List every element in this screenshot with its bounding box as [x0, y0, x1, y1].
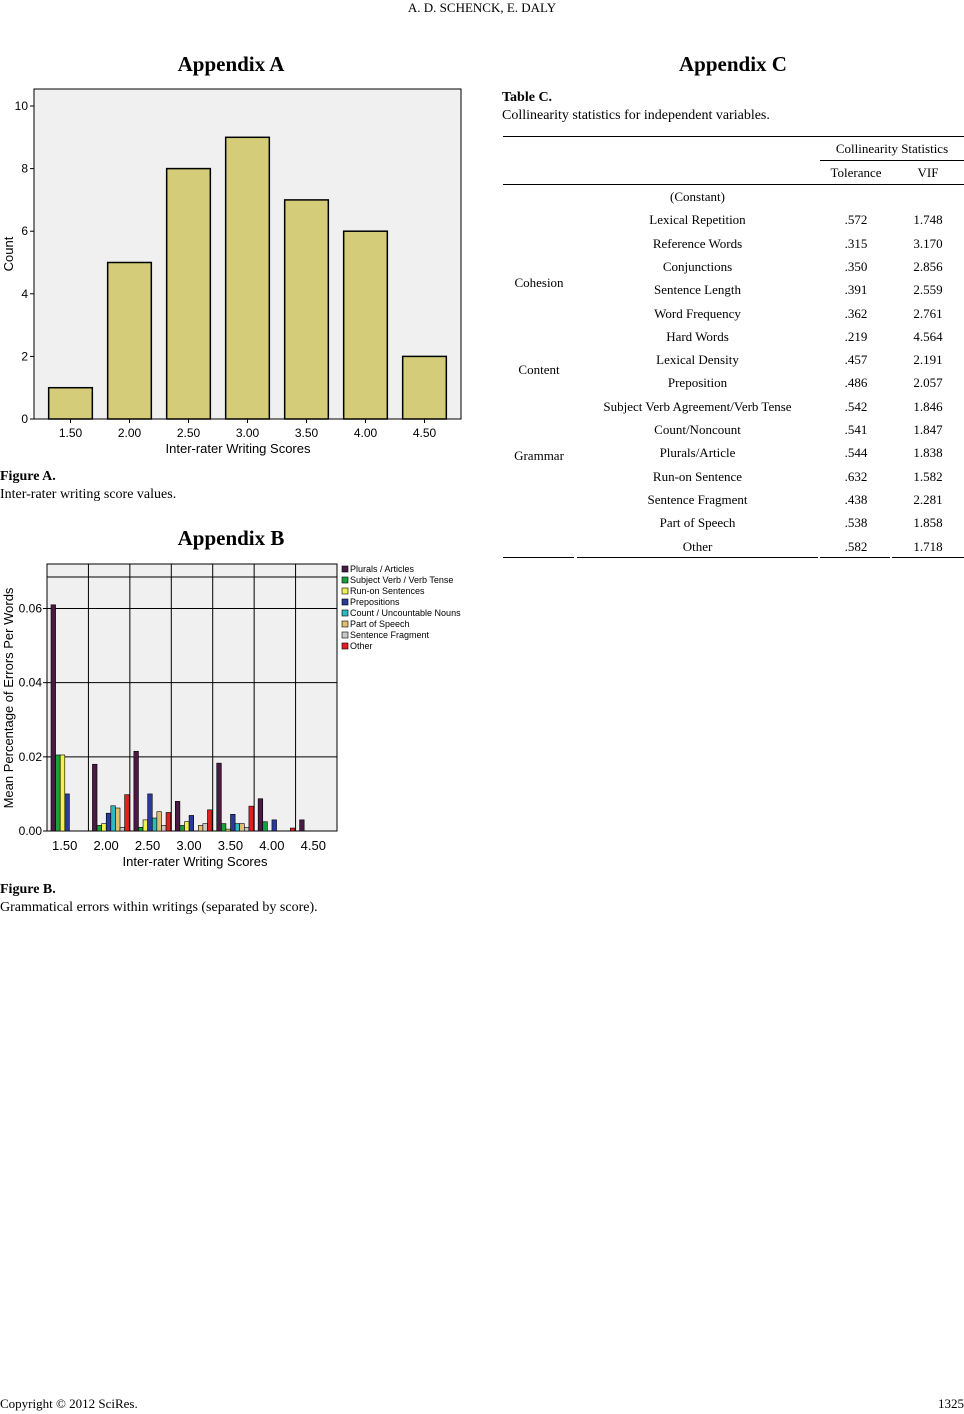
bar — [102, 824, 107, 831]
x-tick-label: 4.00 — [259, 838, 285, 853]
x-tick-label: 1.50 — [52, 838, 78, 853]
bar — [300, 820, 305, 831]
variable-cell: Sentence Fragment — [647, 491, 748, 507]
collinearity-table — [0, 0, 964, 600]
table-top-rule — [503, 136, 964, 137]
figure-a-caption: Inter-rater writing score values. — [0, 487, 177, 502]
vif-cell: 1.838 — [913, 445, 943, 461]
variable-cell: Word Frequency — [654, 305, 741, 321]
variable-cell: Subject Verb Agreement/Verb Tense — [603, 398, 792, 414]
vif-cell: 1.847 — [913, 422, 943, 437]
bar — [111, 806, 116, 831]
bar — [184, 822, 189, 831]
legend-entry: Run-on Sentences — [350, 586, 425, 596]
appendix-c-title: Appendix C — [679, 52, 787, 76]
bar — [203, 824, 208, 831]
bar — [272, 820, 277, 831]
x-tick-label: 2.50 — [176, 426, 201, 440]
bar — [175, 801, 180, 831]
group-cell-content: Content — [518, 362, 560, 377]
header-vif: VIF — [917, 165, 939, 180]
tolerance-cell: .486 — [844, 375, 868, 391]
legend-swatch — [342, 610, 348, 616]
x-tick-label: 3.00 — [176, 838, 202, 853]
table-bottom-rule — [892, 557, 964, 558]
header-bottom-rule — [503, 184, 964, 185]
variable-cell: Lexical Density — [656, 352, 739, 368]
y-axis-label: Mean Percentage of Errors Per Words — [1, 587, 16, 809]
appendix-b-title: Appendix B — [177, 526, 285, 550]
x-tick-label: 3.00 — [235, 426, 260, 440]
vif-cell: 1.718 — [913, 538, 943, 554]
tolerance-cell: .572 — [844, 212, 868, 228]
page-number: 1325 — [938, 1396, 964, 1411]
bar — [143, 820, 148, 831]
bar — [161, 825, 166, 831]
variable-cell: Plurals/Article — [659, 445, 736, 461]
variable-cell: Other — [682, 538, 713, 554]
table-bottom-rule — [577, 557, 818, 558]
x-tick-label: 4.50 — [412, 426, 437, 440]
tolerance-cell: .538 — [844, 515, 868, 531]
bar — [263, 822, 268, 831]
y-tick-label: 0.00 — [18, 824, 42, 838]
bar — [217, 763, 222, 831]
header-tolerance: Tolerance — [830, 165, 882, 180]
y-axis-label: Count — [1, 236, 16, 272]
variable-cell: Lexical Repetition — [649, 212, 746, 228]
bar — [56, 755, 61, 831]
vif-cell: 1.846 — [913, 398, 943, 414]
vif-cell: 2.281 — [913, 491, 943, 507]
x-tick-label: 2.50 — [134, 838, 161, 853]
x-tick-label: 4.50 — [300, 838, 326, 853]
vif-cell: 1.582 — [913, 468, 943, 484]
legend-entry: Plurals / Articles — [350, 564, 415, 574]
tolerance-cell: .632 — [844, 468, 868, 484]
variable-cell: Count/Noncount — [654, 422, 741, 437]
variable-cell: (Constant) — [670, 189, 725, 204]
tolerance-cell: .582 — [844, 538, 868, 554]
tolerance-cell: .542 — [844, 398, 868, 414]
bar — [125, 795, 130, 831]
vif-cell: 1.748 — [913, 212, 943, 228]
bar — [106, 813, 111, 831]
vif-cell: 4.564 — [913, 328, 943, 344]
bar — [157, 812, 162, 831]
tolerance-cell: .362 — [844, 305, 868, 321]
appendix-a-title: Appendix A — [177, 52, 285, 76]
variable-cell: Reference Words — [652, 235, 743, 251]
bar — [180, 825, 185, 831]
bar — [235, 824, 240, 831]
y-tick-label: 0.02 — [18, 749, 42, 764]
bar — [97, 825, 102, 831]
x-axis-label: Inter-rater Writing Scores — [165, 441, 311, 456]
variable-cell: Preposition — [667, 375, 728, 391]
figure-b-caption: Grammatical errors within writings (separated by score). — [0, 900, 318, 915]
x-axis-label: Inter-rater Writing Scores — [122, 854, 268, 869]
legend-entry: Count / Uncountable Nouns — [350, 608, 461, 618]
copyright: Copyright © 2012 SciRes. — [0, 1396, 138, 1411]
vif-cell: 2.761 — [913, 305, 943, 321]
variable-cell: Hard Words — [666, 328, 729, 344]
variable-cell: Sentence Length — [654, 282, 741, 298]
legend-swatch — [342, 621, 348, 627]
header-group-rule — [820, 160, 964, 161]
x-tick-label: 1.50 — [58, 426, 83, 440]
figure-b-chart — [0, 560, 470, 875]
vif-cell: 3.170 — [913, 235, 943, 251]
group-cell-grammar: Grammar — [514, 448, 564, 463]
tolerance-cell: .315 — [844, 235, 868, 251]
tolerance-cell: .541 — [844, 422, 868, 437]
figure-a-label: Figure A. — [0, 469, 56, 484]
vif-cell: 2.856 — [913, 258, 943, 274]
tolerance-cell: .391 — [844, 282, 868, 298]
legend-entry: Subject Verb / Verb Tense — [350, 575, 454, 585]
y-tick-label: 8 — [21, 161, 28, 176]
table-c-caption: Collinearity statistics for independent variables. — [502, 108, 770, 123]
bar — [198, 825, 203, 831]
vif-cell: 1.858 — [913, 515, 943, 531]
x-tick-label: 3.50 — [217, 838, 244, 853]
bar — [226, 829, 231, 831]
header-collinearity-statistics: Collinearity Statistics — [835, 141, 949, 156]
bar — [134, 751, 139, 831]
y-tick-label: 0.04 — [18, 675, 42, 690]
bar — [92, 764, 97, 831]
x-tick-label: 3.50 — [294, 426, 319, 440]
table-bottom-rule — [820, 557, 890, 558]
legend-entry: Prepositions — [350, 597, 400, 607]
bar — [290, 828, 295, 831]
x-tick-label: 4.00 — [353, 426, 378, 440]
bar — [115, 808, 120, 831]
legend-entry: Other — [350, 641, 373, 651]
bar — [189, 815, 194, 831]
plot-area — [47, 564, 337, 831]
tolerance-cell: .544 — [844, 445, 868, 461]
y-tick-label: 2 — [21, 349, 28, 364]
bar — [138, 827, 143, 831]
bar — [166, 812, 171, 831]
vif-cell: 2.559 — [913, 282, 943, 298]
variable-cell: Part of Speech — [659, 515, 736, 531]
vif-cell: 2.057 — [913, 375, 943, 391]
bar — [148, 794, 153, 831]
bar — [258, 799, 263, 831]
variable-cell: Conjunctions — [662, 258, 733, 274]
tolerance-cell: .219 — [844, 328, 868, 344]
x-tick-label: 2.00 — [93, 838, 119, 853]
y-tick-label: 6 — [21, 224, 28, 239]
y-tick-label: 0 — [21, 412, 28, 426]
table-bottom-rule — [503, 557, 574, 558]
bar — [244, 827, 249, 831]
bar — [207, 810, 212, 831]
legend-entry: Sentence Fragment — [350, 630, 430, 640]
bar — [120, 827, 125, 831]
bar — [152, 818, 157, 831]
y-tick-label: 0.06 — [18, 601, 42, 616]
tolerance-cell: .457 — [844, 352, 868, 368]
bar — [65, 794, 70, 831]
tolerance-cell: .350 — [844, 258, 868, 274]
bar — [51, 605, 56, 831]
bar — [60, 755, 65, 831]
y-tick-label: 10 — [14, 99, 28, 113]
bar — [249, 806, 254, 831]
legend-swatch — [342, 643, 348, 649]
bar — [231, 814, 236, 831]
figure-b-label: Figure B. — [0, 882, 56, 897]
y-tick-label: 4 — [21, 286, 28, 301]
bar — [240, 824, 245, 831]
variable-cell: Run-on Sentence — [652, 468, 743, 484]
table-c-label: Table C. — [502, 90, 553, 105]
group-cell-cohesion: Cohesion — [514, 275, 564, 290]
x-tick-label: 2.00 — [117, 426, 142, 440]
running-head: A. D. SCHENCK, E. DALY — [407, 0, 557, 15]
vif-cell: 2.191 — [913, 352, 943, 368]
legend-entry: Part of Speech — [350, 619, 410, 629]
legend-swatch — [342, 632, 348, 638]
tolerance-cell: .438 — [844, 491, 868, 507]
bar — [221, 824, 226, 831]
